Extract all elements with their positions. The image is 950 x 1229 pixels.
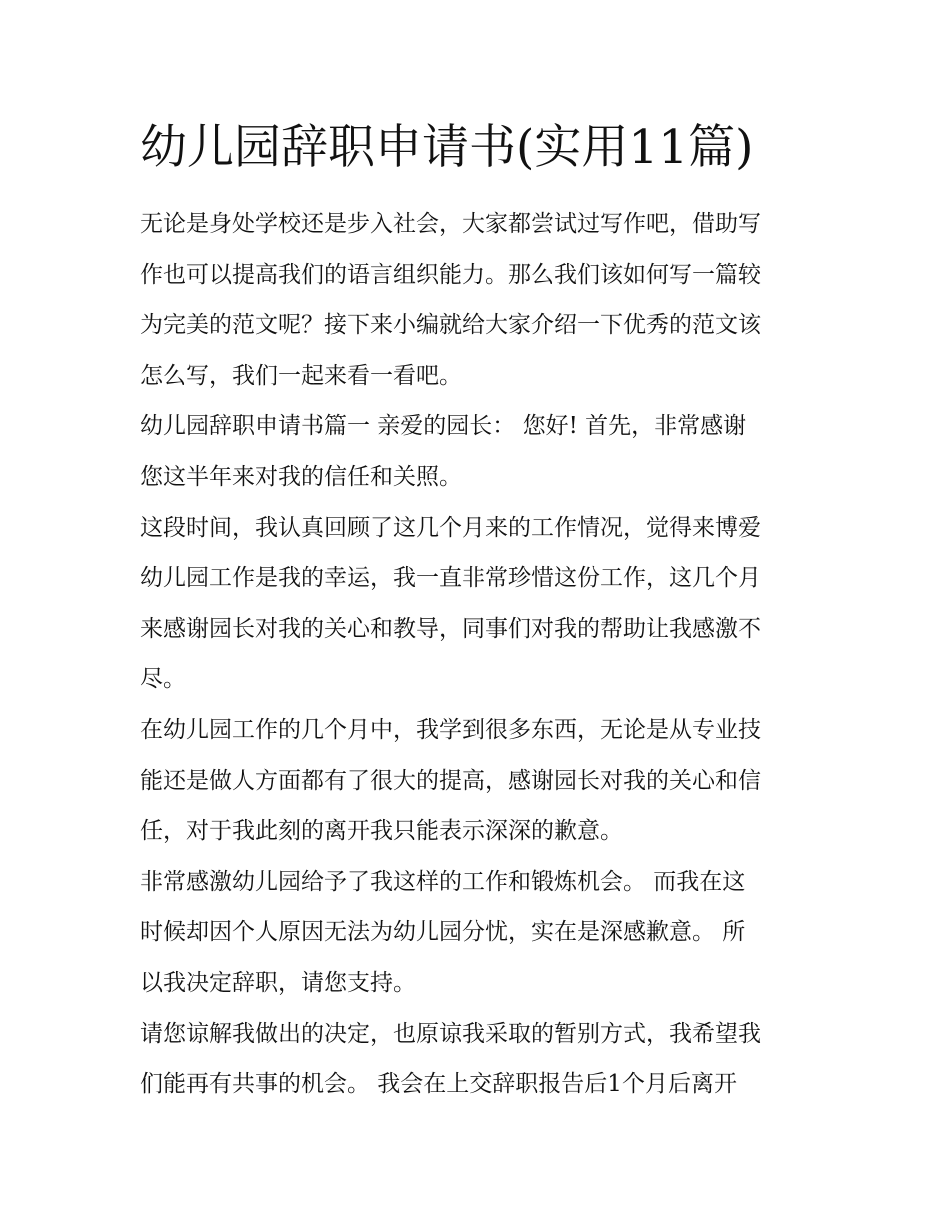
text-line: 无论是身处学校还是步入社会，大家都尝试过写作吧，借助写 <box>140 211 761 237</box>
paragraph-gratitude <box>140 857 830 1009</box>
text-line: 以我决定辞职，请您支持。 <box>140 969 416 996</box>
text-line: 来感谢园长对我的关心和教导，同事们对我的帮助让我感激不 <box>140 615 761 642</box>
text-line: 幼儿园工作是我的幸运，我一直非常珍惜这份工作，这几个月 <box>140 565 761 592</box>
text-line: 任，对于我此刻的离开我只能表示深深的歉意。 <box>140 818 623 845</box>
text-line: 们能再有共事的机会。 我会在上交辞职报告后1个月后离开 <box>140 1071 737 1098</box>
text-line: 为完美的范文呢？接下来小编就给大家介绍一下优秀的范文该 <box>140 312 761 339</box>
document-title: 幼儿园辞职申请书(实用11篇) <box>140 120 754 175</box>
document-body <box>140 199 830 1110</box>
text-line: 在幼儿园工作的几个月中，我学到很多东西，无论是从专业技 <box>140 716 761 743</box>
paragraph-learning <box>140 705 830 857</box>
text-line: 能还是做人方面都有了很大的提高，感谢园长对我的关心和信 <box>140 767 761 794</box>
text-line: 非常感激幼儿园给予了我这样的工作和锻炼机会。 而我在这 <box>140 868 746 895</box>
text-line: 尽。 <box>140 666 186 693</box>
paragraph-closing <box>140 1009 830 1110</box>
text-line: 幼儿园辞职申请书篇一 亲爱的园长： 您好! 首先，非常感谢 <box>140 413 747 440</box>
paragraph-greeting <box>140 401 830 502</box>
text-line: 时候却因个人原因无法为幼儿园分忧，实在是深感歉意。 所 <box>140 919 746 946</box>
paragraph-intro <box>140 199 830 401</box>
text-line: 作也可以提高我们的语言组织能力。那么我们该如何写一篇较 <box>140 261 761 288</box>
text-line: 请您谅解我做出的决定，也原谅我采取的暂别方式，我希望我 <box>140 1020 761 1047</box>
text-line: 怎么写，我们一起来看一看吧。 <box>140 362 462 389</box>
text-line: 您这半年来对我的信任和关照。 <box>140 463 462 490</box>
text-line: 这段时间，我认真回顾了这几个月来的工作情况，觉得来博爱 <box>140 514 761 541</box>
paragraph-review <box>140 503 830 705</box>
